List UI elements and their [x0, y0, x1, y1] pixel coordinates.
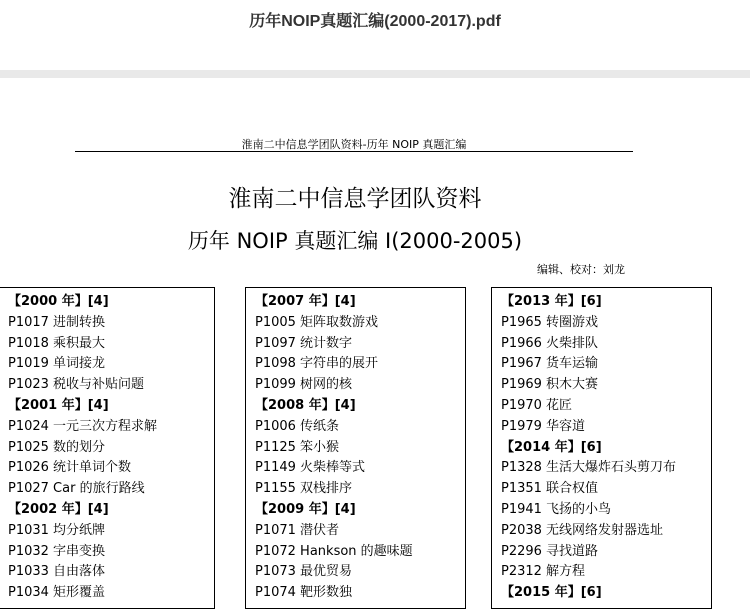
problem-entry: P1023 税收与补贴问题 [8, 377, 145, 393]
problem-entry: P1032 字串变换 [8, 543, 106, 559]
year-heading: 【2009 年】[4] [255, 502, 356, 517]
problem-entry: P1019 单词接龙 [8, 356, 106, 372]
problem-entry: P1328 生活大爆炸石头剪刀布 [501, 460, 677, 476]
document-title: 淮南二中信息学团队资料 [228, 186, 482, 212]
problem-entry: P1034 矩形覆盖 [8, 585, 106, 601]
year-heading: 【2008 年】[4] [255, 398, 356, 413]
problem-entry: P1072 Hankson 的趣味题 [255, 543, 413, 559]
problem-entry: P1967 货车运输 [501, 356, 599, 372]
file-title: 历年NOIP真题汇编(2000-2017).pdf [249, 13, 501, 30]
year-heading: 【2014 年】[6] [501, 439, 602, 455]
problem-entry: P1026 统计单词个数 [8, 460, 132, 476]
problem-entry: P1098 字符串的展开 [255, 356, 379, 372]
viewer-toolbar [0, 0, 750, 70]
editor-credit: 编辑、校对：刘龙 [537, 263, 625, 276]
problem-entry: P2296 寻找道路 [501, 543, 599, 559]
problem-entry: P1024 一元三次方程求解 [8, 418, 158, 434]
problem-entry: P1018 乘积最大 [8, 335, 106, 351]
problem-entry: P1097 统计数字 [255, 335, 353, 351]
year-heading: 【2015 年】[6] [501, 585, 602, 601]
problem-list-column-3 [491, 287, 712, 609]
problem-entry: P1149 火柴棒等式 [255, 460, 366, 476]
problem-entry: P2312 解方程 [501, 564, 586, 580]
problem-entry: P1155 双栈排序 [255, 481, 353, 497]
problem-entry: P1073 最优贸易 [255, 564, 353, 580]
problem-entry: P1351 联合权值 [501, 481, 599, 497]
problem-entry: P1970 花匠 [501, 398, 573, 413]
problem-entry: P1033 自由落体 [8, 564, 106, 580]
problem-entry: P2038 无线网络发射器选址 [501, 522, 664, 538]
problem-entry: P1965 转圈游戏 [501, 314, 599, 330]
problem-entry: P1027 Car 的旅行路线 [8, 481, 145, 497]
problem-entry: P1979 华容道 [501, 418, 586, 434]
page-separator [0, 70, 750, 78]
problem-entry: P1125 笨小猴 [255, 439, 340, 455]
header-rule [75, 151, 633, 152]
problem-entry: P1017 进制转换 [8, 314, 106, 330]
year-heading: 【2001 年】[4] [8, 398, 109, 413]
year-heading: 【2013 年】[6] [501, 294, 602, 309]
year-heading: 【2002 年】[4] [8, 502, 109, 517]
document-subtitle: 历年 NOIP 真题汇编 I(2000-2005) [187, 229, 523, 253]
problem-entry: P1005 矩阵取数游戏 [255, 314, 379, 330]
problem-entry: P1025 数的划分 [8, 439, 106, 455]
problem-entry: P1941 飞扬的小鸟 [501, 502, 612, 517]
problem-entry: P1031 均分纸牌 [8, 522, 106, 538]
year-heading: 【2007 年】[4] [255, 294, 356, 309]
year-heading: 【2000 年】[4] [8, 294, 109, 309]
pdf-page [0, 78, 750, 601]
problem-list-column-2 [245, 287, 466, 609]
problem-entry: P1099 树网的核 [255, 377, 353, 393]
problem-entry: P1071 潜伏者 [255, 522, 340, 538]
problem-entry: P1966 火柴排队 [501, 335, 599, 351]
problem-list-column-1 [0, 287, 215, 609]
problem-entry: P1074 靶形数独 [255, 585, 353, 601]
problem-entry: P1969 积木大赛 [501, 377, 599, 393]
problem-entry: P1006 传纸条 [255, 418, 340, 434]
running-header: 淮南二中信息学团队资料-历年 NOIP 真题汇编 [241, 138, 467, 151]
